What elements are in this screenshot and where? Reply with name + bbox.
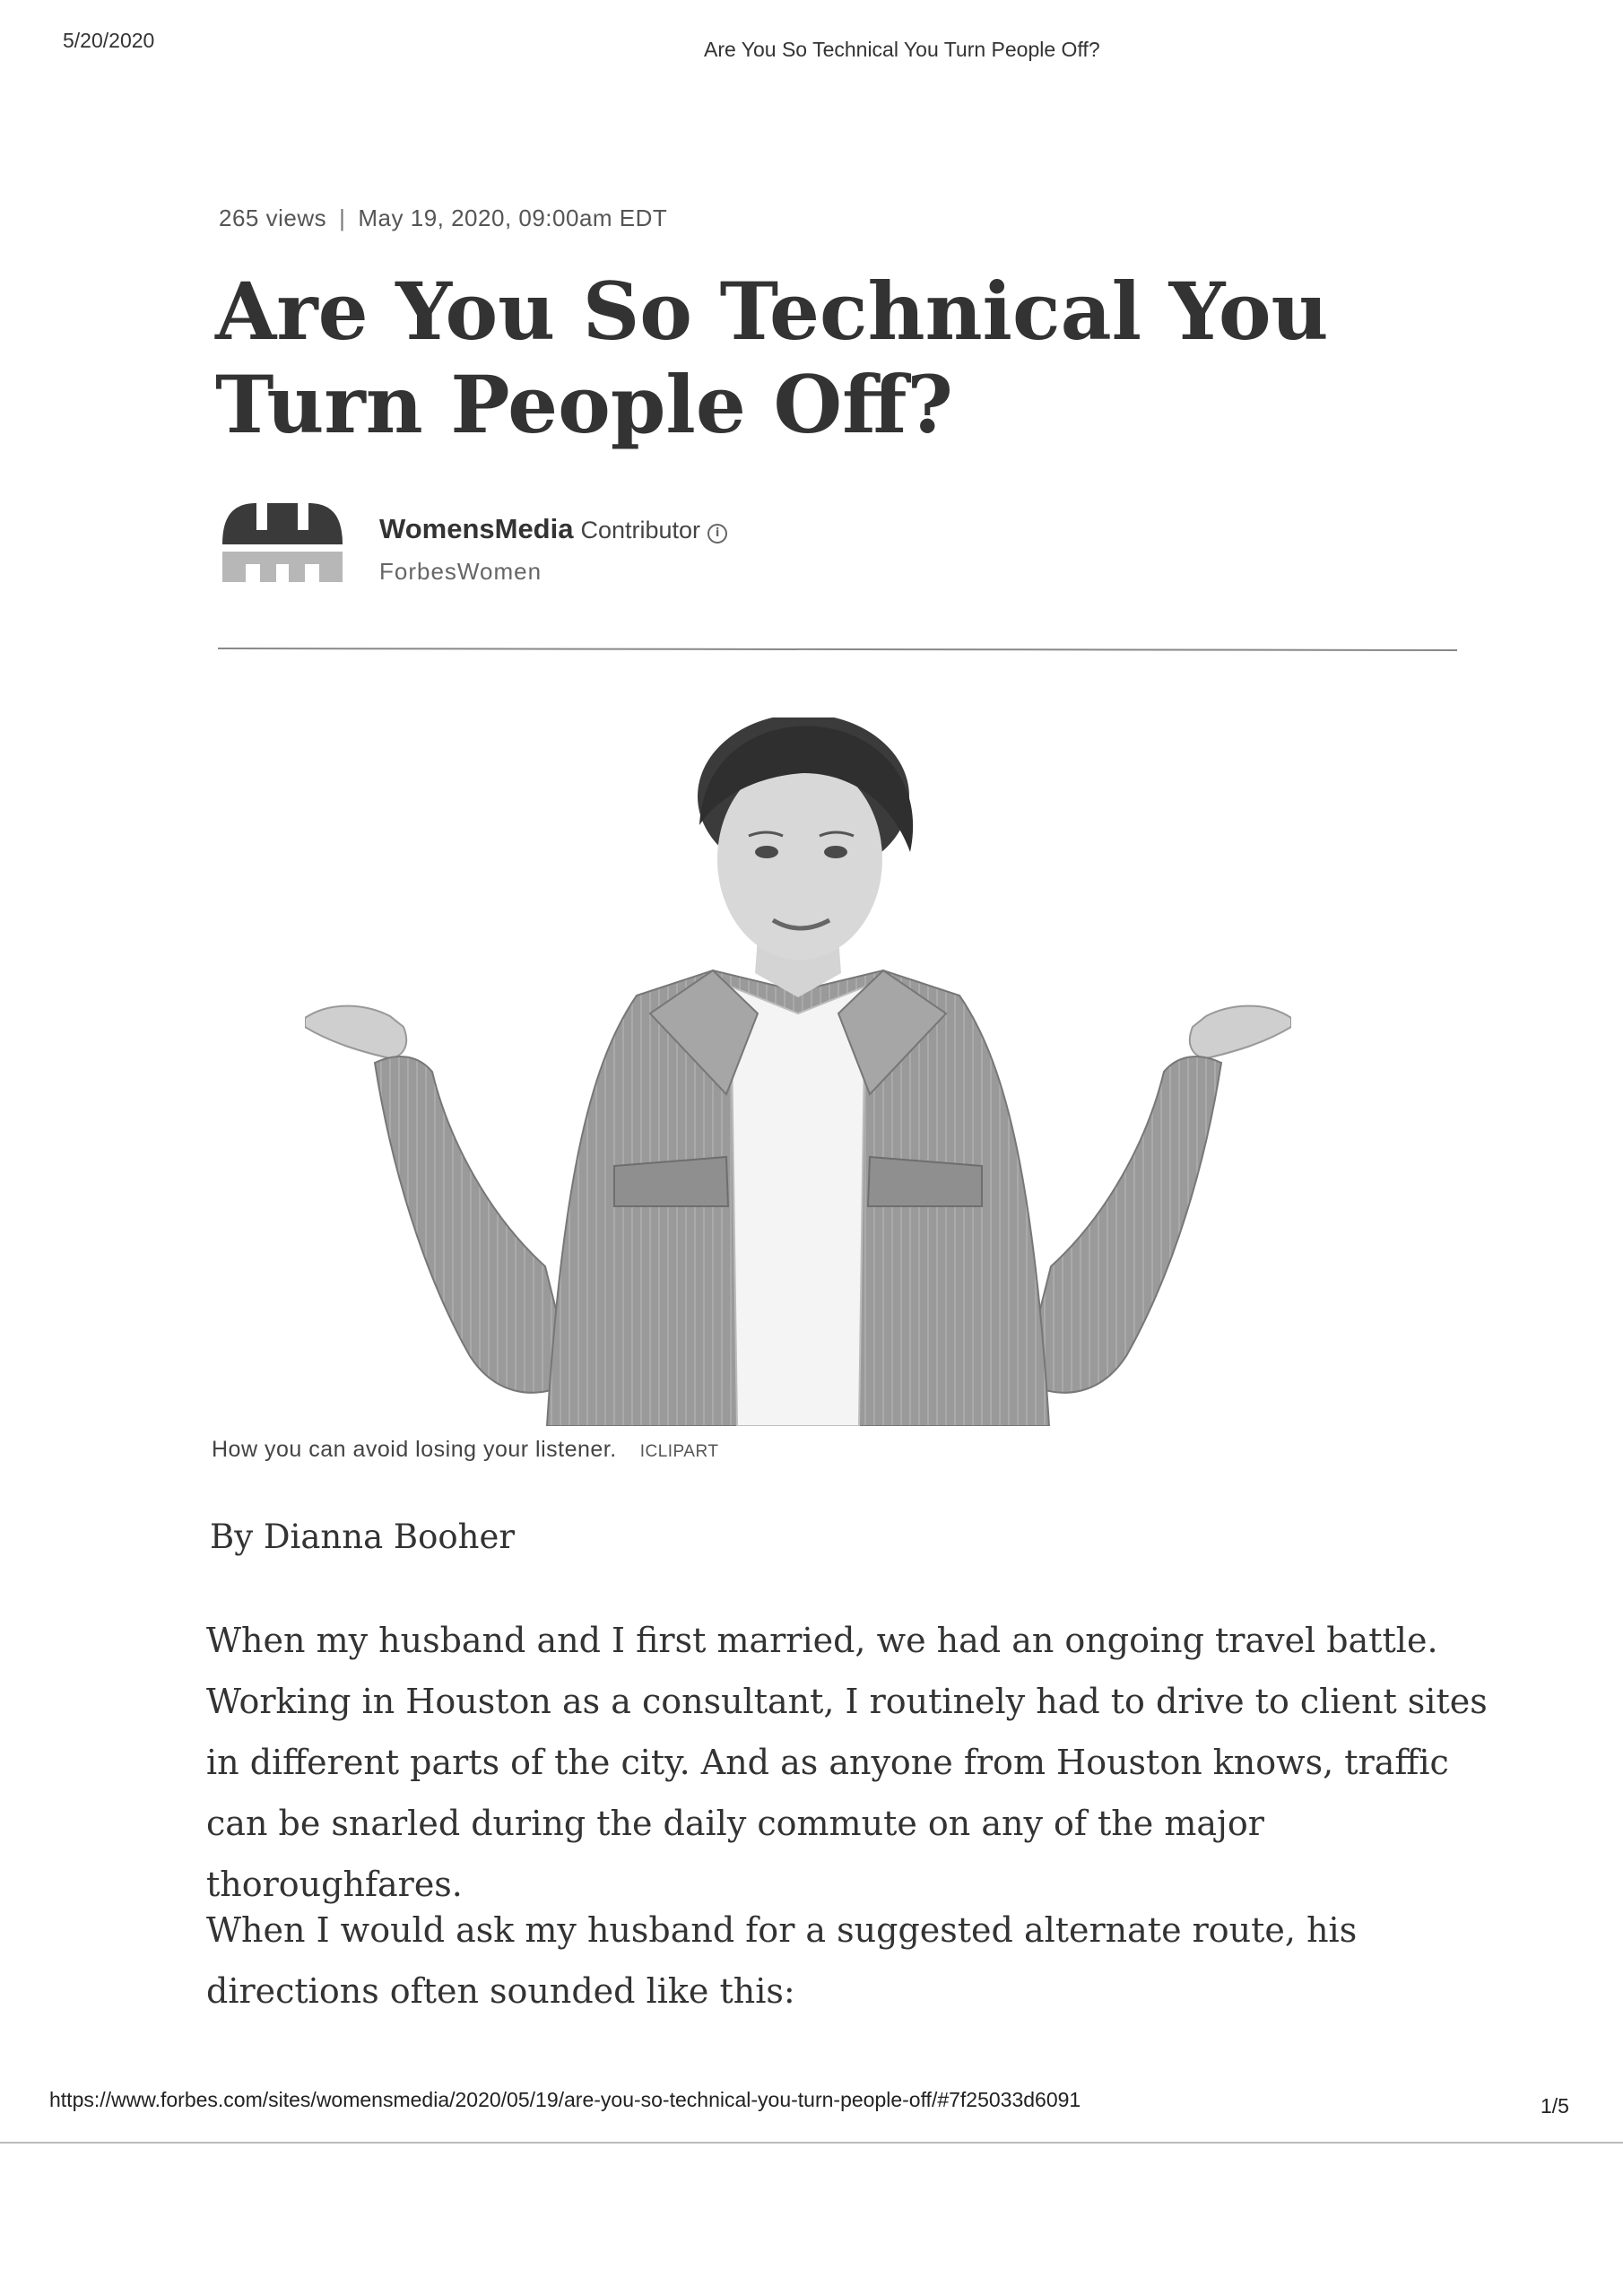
info-icon[interactable]: i [707,524,727,544]
publish-date: May 19, 2020, 09:00am EDT [358,204,668,231]
byline: By Dianna Booher [210,1518,516,1556]
print-footer-url: https://www.forbes.com/sites/womensmedia/2020/05/19/are-you-so-technical-you-turn-people-off/#7f25033d6091 [49,2088,1081,2111]
meta-separator: | [339,204,346,231]
author-line [379,513,727,545]
article-headline: Are You So Technical You Turn People Off? [215,265,1329,451]
author-name-link[interactable]: WomensMedia [379,513,574,544]
article-photo [305,718,1291,1426]
author-channel[interactable]: ForbesWomen [379,558,542,585]
womensmedia-logo-icon[interactable] [219,498,346,587]
header-divider [218,648,1457,651]
author-role: Contributor [580,517,701,544]
image-credit: ICLIPART [639,1442,719,1461]
print-page-title: Are You So Technical You Turn People Off? [704,38,1100,61]
view-count: 265 views [219,204,327,231]
article-paragraph: When I would ask my husband for a suggested alternate route, his directions often sounded like this: [206,1910,1358,2011]
article-meta [219,204,667,232]
article-paragraph: When my husband and I first married, we had an ongoing travel battle. Working in Houston as a consultant, I routinely had to drive to client sites in different parts of the city. And as anyone from Houston knows, traffic can be snarled during the daily commute on any of the major thoroughfares. [206,1621,1488,1904]
print-date: 5/20/2020 [63,29,155,52]
image-caption [212,1437,718,1463]
footer-divider [0,2142,1623,2144]
caption-text: How you can avoid losing your listener. [212,1437,617,1462]
page-number: 1/5 [1541,2094,1569,2118]
